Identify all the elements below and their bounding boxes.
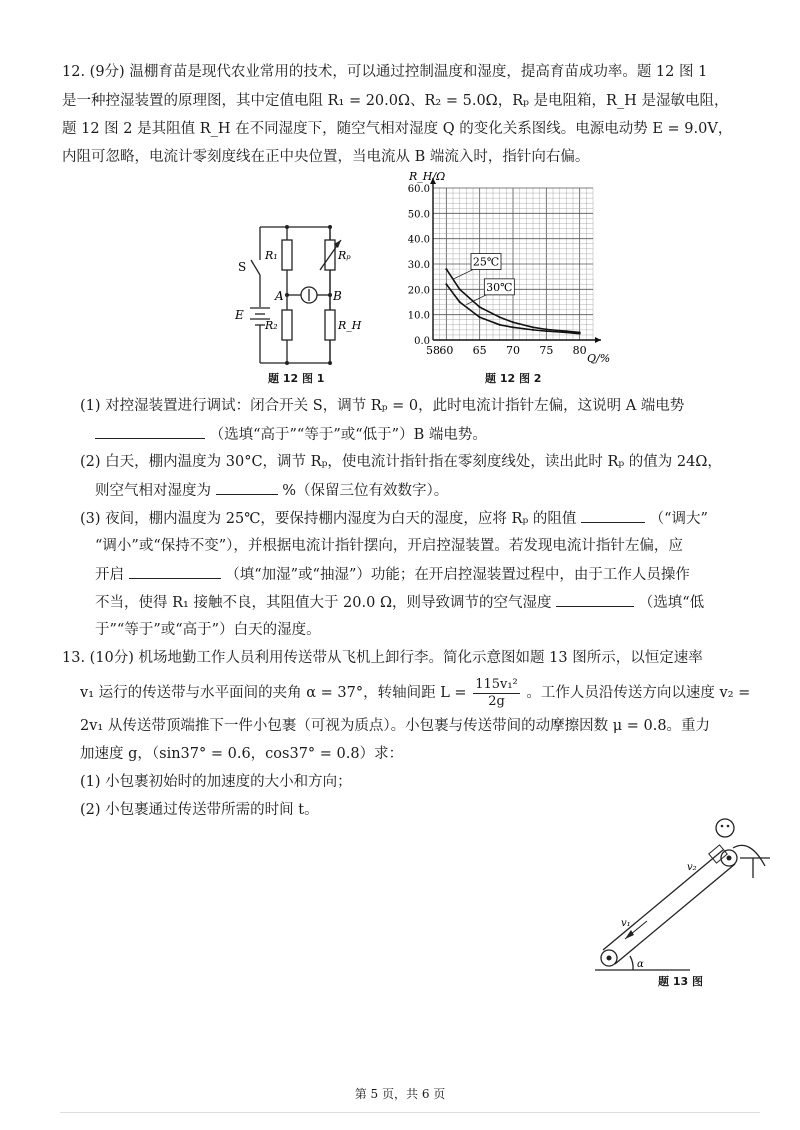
answer-blank-1[interactable]	[95, 424, 205, 439]
y-tick-label: 40.0	[407, 234, 430, 246]
series-point	[499, 324, 501, 326]
q12-sub2-post: %（保留三位有效数字）。	[282, 483, 449, 499]
q12-sub3-c-pre: 开启	[95, 567, 124, 583]
chart-grid	[433, 188, 593, 340]
q12-sub3-c-post: （填“加湿”或“抽湿”）功能；在开启控湿装置过程中，由于工作人员操作	[225, 567, 690, 583]
q12-number: 12.	[62, 64, 86, 80]
series-point	[545, 330, 547, 332]
label-v1: v₁	[621, 918, 631, 929]
series-point	[512, 326, 514, 328]
series-point	[512, 321, 514, 323]
series-label-30c: 30℃	[486, 280, 513, 294]
q13-line-3: 2v₁ 从传送带顶端推下一件小包裹（可视为质点）。小包裹与传送带间的动摩擦因数 μ = 0.8。重力	[80, 718, 711, 734]
q12-sub1-line-1: (1) 对控湿装置进行调试：闭合开关 S，调节 Rₚ = 0，此时电流计指针左偏，这说明 A 端电势	[80, 398, 685, 414]
fraction-denominator: 2g	[488, 693, 505, 709]
q12-intro-2: 是一种控湿装置的原理图，其中定值电阻 R₁ = 20.0Ω、R₂ = 5.0Ω，Rₚ 是电阻箱，R_H 是湿敏电阻，	[62, 93, 729, 109]
series-point	[479, 316, 481, 318]
y-tick-label: 0.0	[414, 336, 430, 347]
answer-blank-4[interactable]	[129, 564, 221, 579]
x-axis-arrow	[595, 337, 601, 343]
q12-sub2-line-1: (2) 白天，棚内温度为 30°C，调节 Rₚ，使电流计指针指在零刻度线处，读出此时 Rₚ 的值为 24Ω，	[80, 454, 722, 470]
q13-text-2-pre: v₁ 运行的传送带与水平面间的夹角 α = 37°，转轴间距 L =	[80, 685, 467, 701]
label-alpha: α	[637, 959, 644, 970]
q12-sub3-line-1	[80, 508, 708, 529]
series-point	[545, 328, 547, 330]
y-tick-label: 20.0	[407, 285, 430, 297]
series-point	[459, 288, 461, 290]
chart-axes	[430, 178, 601, 343]
q13-sub1: (1) 小包裹初始时的加速度的大小和方向；	[80, 774, 352, 790]
series-label-leader	[453, 270, 473, 280]
series-point	[532, 326, 534, 328]
q12-intro-1: 温棚育苗是现代农业常用的技术，可以通过控制温度和湿度，提高育苗成功率。题 12 图 1	[129, 64, 708, 80]
chart-ylabel: R_H/Ω	[409, 170, 446, 183]
circuit-diagram	[225, 215, 365, 375]
x-tick-label: 60	[439, 344, 454, 357]
q13-sub2: (2) 小包裹通过传送带所需的时间 t。	[80, 802, 319, 818]
x-tick-label: 75	[539, 344, 554, 357]
q12-sub1-line-2	[95, 424, 487, 445]
series-label-25c: 25℃	[472, 255, 500, 269]
label-v2: v₂	[687, 862, 697, 873]
series-point	[479, 306, 481, 308]
humidity-resistance-chart	[395, 168, 620, 373]
label-r2: R₂	[265, 319, 278, 332]
answer-blank-5[interactable]	[556, 592, 634, 607]
y-tick-label: 60.0	[407, 184, 430, 195]
label-e: E	[235, 308, 244, 322]
label-b: B	[333, 289, 342, 303]
q12-sub3-line-2: “调小”或“保持不变”），并根据电流计指针摆向，开启控湿装置。若发现电流计指针左偏，应	[95, 538, 683, 554]
label-rh: R_H	[338, 319, 362, 332]
q12-sub3-line-5: 于”“等于”或“高于”）白天的湿度。	[95, 622, 321, 638]
series-point	[579, 333, 581, 335]
fig13-caption: 题 13 图	[658, 975, 703, 988]
answer-blank-3[interactable]	[581, 508, 645, 523]
x-tick-label: 58	[426, 344, 440, 357]
q12-points: (9分)	[89, 64, 125, 80]
q12-sub3-post: （“调大”	[649, 511, 708, 527]
q13-line-4: 加速度 g，（sin37° = 0.6，cos37° = 0.8）求：	[80, 746, 404, 762]
series-point	[445, 268, 447, 270]
q12-sub2-line-2	[95, 480, 448, 501]
q12-sub3-line-4	[95, 592, 704, 613]
conveyor-diagram	[575, 818, 775, 978]
series-point	[445, 283, 447, 285]
q13-number: 13.	[62, 650, 86, 666]
q12-intro-3: 题 12 图 2 是其阻值 R_H 在不同湿度下，随空气相对湿度 Q 的变化关系图线。电源电动势 E = 9.0V，	[62, 121, 733, 137]
q13-text-1: (10分) 机场地勤工作人员利用传送带从飞机上卸行李。简化示意图如题 13 图所示，以恒定速率	[89, 650, 703, 666]
page-footer: 第 5 页，共 6 页	[354, 1087, 446, 1101]
series-point	[565, 331, 567, 333]
q12-sub3-d-post: （选填“低	[638, 595, 705, 611]
q12-sub2-pre: 则空气相对湿度为	[95, 483, 211, 499]
fraction-numerator: 115v₁²	[475, 676, 518, 692]
answer-blank-2[interactable]	[216, 480, 278, 495]
q13-line-1	[62, 648, 703, 668]
q12-sub3-d-pre: 不当，使得 R₁ 接触不良，其阻值大于 20.0 Ω，则导致调节的空气湿度	[95, 595, 552, 611]
label-a: A	[275, 289, 284, 303]
q12-sub3-pre: (3) 夜间，棚内温度为 25℃，要保持棚内湿度为白天的湿度，应将 Rₚ 的阻值	[80, 511, 577, 527]
x-tick-label: 70	[506, 344, 520, 357]
y-tick-label: 50.0	[407, 209, 430, 221]
label-rp: Rₚ	[338, 249, 351, 262]
series-point	[499, 316, 501, 318]
bottom-divider	[60, 1112, 760, 1113]
series-point	[532, 329, 534, 331]
q13-line-2	[80, 676, 750, 710]
y-tick-label: 10.0	[407, 310, 430, 322]
q12-line-1	[62, 62, 707, 82]
x-tick-label: 80	[572, 344, 587, 357]
x-tick-label: 65	[472, 344, 487, 357]
q12-sub3-line-3	[95, 564, 690, 585]
fig1-caption: 题 12 图 1	[268, 372, 325, 385]
y-tick-label: 30.0	[407, 260, 430, 271]
length-fraction	[473, 677, 520, 710]
q12-sub1-tail: （选填“高于”“等于”或“低于”）B 端电势。	[209, 427, 487, 443]
q12-intro-4: 内阻可忽略，电流计零刻度线在正中央位置，当电流从 B 端流入时，指针向右偏。	[62, 149, 590, 165]
fig2-caption: 题 12 图 2	[485, 372, 542, 385]
q13-text-2-post: 。工作人员沿传送方向以速度 v₂ =	[526, 685, 751, 701]
chart-xlabel: Q/%	[587, 352, 611, 365]
series-point	[459, 301, 461, 303]
label-r1: R₁	[265, 249, 278, 262]
label-s: S	[238, 260, 247, 274]
